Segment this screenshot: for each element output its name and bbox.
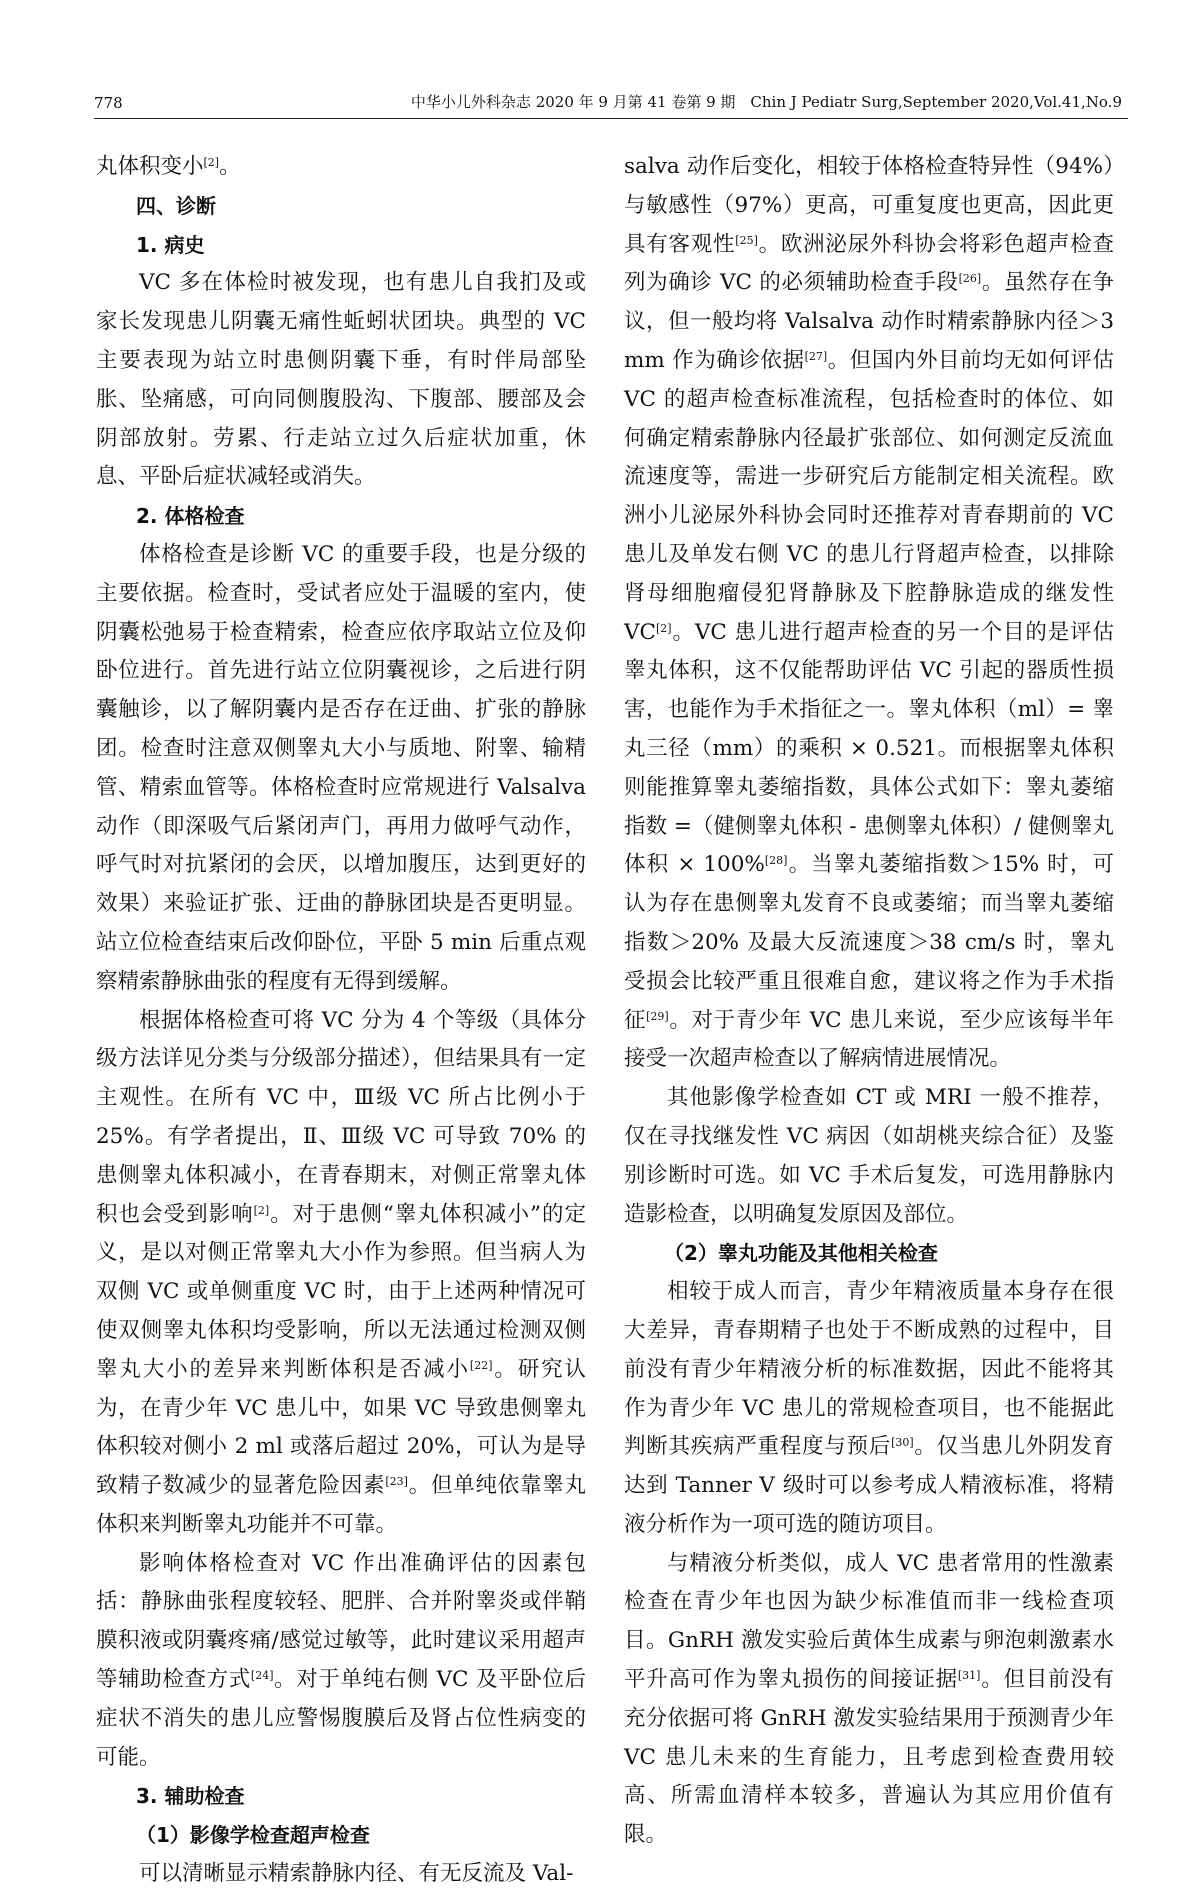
section-heading: 四、诊断 bbox=[136, 193, 216, 218]
paragraph: VC 多在体检时被发现，也有患儿自我扪及或家长发现患儿阴囊无痛性蚯蚓状团块。典型的 VC 主要表现为站立时患侧阴囊下垂，有时伴局部坠胀、坠痛感，可向同侧腹股沟、下腹部、腰部及会阴部放射。劳累、行走站立过久后症状加重，休息、平卧后症状减轻或消失。 bbox=[96, 270, 586, 490]
paragraph: 可以清晰显示精索静脉内径、有无反流及 Val- bbox=[139, 1861, 574, 1887]
citation: [2] bbox=[253, 1203, 270, 1217]
subsection-heading: （2）睾丸功能及其他相关检查 bbox=[664, 1241, 938, 1266]
paragraph: 与精液分析类似，成人 VC 患者常用的性激素检查在青少年也因为缺少标准值而非一线检查项目。GnRH 激发实验后黄体生成素与卵泡刺激素水平升高可作为睾丸损伤的间接证据[31]。但目前没有充分依据可将 GnRH 激发实验结果用于预测青少年 VC 患儿未来的生育能力，且考虑到检查费用较高、所需血清样本较多，普遍认为其应用价值有限。 bbox=[624, 1550, 1114, 1848]
running-title: 中华小儿外科杂志 2020 年 9 月第 41 卷第 9 期 Chin J Pediatr Surg,September 2020,Vol.41,No.9 bbox=[410, 93, 1122, 111]
paragraph: 丸体积变小[2]。 bbox=[96, 154, 241, 179]
citation: [31] bbox=[957, 1669, 981, 1683]
citation: [27] bbox=[804, 349, 828, 363]
paragraph: 根据体格检查可将 VC 分为 4 个等级（具体分级方法详见分类与分级部分描述），但结果具有一定主观性。在所有 VC 中，Ⅲ级 VC 所占比例小于 25%。有学者提出，Ⅱ、Ⅲ级 VC 可导致 70% 的患侧睾丸体积减小，在青春期末，对侧正常睾丸体积也会受到影响[2]。对于患侧“睾丸体积减小”的定义，是以对侧正常睾丸大小作为参照。但当病人为双侧 VC 或单侧重度 VC 时，由于上述两种情况可使双侧睾丸体积均受影响，所以无法通过检测双侧睾丸大小的差异来判断体积是否减小[22]。研究认为，在青少年 VC 患儿中，如果 VC 导致患侧睾丸体积较对侧小 2 ml 或落后超过 20%，可认为是导致精子数减少的显著危险因素[23]。但单纯依靠睾丸体积来判断睾丸功能并不可靠。 bbox=[96, 1007, 586, 1537]
left-column bbox=[96, 148, 586, 1894]
citation: [30] bbox=[891, 1436, 914, 1450]
subsection-heading: 3. 辅助检查 bbox=[136, 1784, 245, 1809]
citation: [28] bbox=[764, 854, 788, 868]
paragraph: 体格检查是诊断 VC 的重要手段，也是分级的主要依据。检查时，受试者应处于温暖的室内，使阴囊松弛易于检查精索，检查应依序取站立位及仰卧位进行。首先进行站立位阴囊视诊，之后进行阴囊触诊，以了解阴囊内是否存在迂曲、扩张的静脉团。检查时注意双侧睾丸大小与质地、附睾、输精管、精索血管等。体格检查时应常规进行 Valsalva 动作（即深吸气后紧闭声门，再用力做呼气动作，呼气时对抗紧闭的会厌，以增加腹压，达到更好的效果）来验证扩张、迂曲的静脉团块是否更明显。站立位检查结束后改仰卧位，平卧 5 min 后重点观察精索静脉曲张的程度有无得到缓解。 bbox=[96, 541, 586, 994]
subsection-heading: 2. 体格检查 bbox=[136, 504, 245, 529]
running-header bbox=[94, 88, 1128, 119]
citation: [2] bbox=[203, 156, 220, 169]
page-number: 778 bbox=[94, 94, 123, 112]
citation: [24] bbox=[250, 1669, 274, 1683]
paragraph: salva 动作后变化，相较于体格检查特异性（94%）与敏感性（97%）更高，可重复度也更高，因此更具有客观性[25]。欧洲泌尿外科协会将彩色超声检查列为确诊 VC 的必须辅助检查手段[26]。虽然存在争议，但一般均将 Valsalva 动作时精索静脉内径＞3 mm 作为确诊依据[27]。但国内外目前均无如何评估 VC 的超声检查标准流程，包括检查时的体位、如何确定精索静脉内径最扩张部位、如何测定反流血流速度等，需进一步研究后方能制定相关流程。欧洲小儿泌尿外科协会同时还推荐对青春期前的 VC 患儿及单发右侧 VC 的患儿行肾超声检查，以排除肾母细胞瘤侵犯肾静脉及下腔静脉造成的继发性 VC[2]。VC 患儿进行超声检查的另一个目的是评估睾丸体积，这不仅能帮助评估 VC 引起的器质性损害，也能作为手术指征之一。睾丸体积（ml）= 睾丸三径（mm）的乘积 × 0.521。而根据睾丸体积则能推算睾丸萎缩指数，具体公式如下：睾丸萎缩指数 =（健侧睾丸体积 - 患侧睾丸体积）/ 健侧睾丸体积 × 100%[28]。当睾丸萎缩指数＞15% 时，可认为存在患侧睾丸发育不良或萎缩；而当睾丸萎缩指数＞20% 及最大反流速度＞38 cm/s 时，睾丸受损会比较严重且很难自愈，建议将之作为手术指征[29]。对于青少年 VC 患儿来说，至少应该每半年接受一次超声检查以了解病情进展情况。 bbox=[624, 154, 1114, 1072]
citation: [26] bbox=[958, 272, 982, 286]
paragraph: 影响体格检查对 VC 作出准确评估的因素包括：静脉曲张程度较轻、肥胖、合并附睾炎或伴鞘膜积液或阴囊疼痛/感觉过敏等，此时建议采用超声等辅助检查方式[24]。对于单纯右侧 VC 及平卧位后症状不消失的患儿应警惕腹膜后及肾占位性病变的可能。 bbox=[96, 1550, 586, 1770]
citation: [25] bbox=[735, 233, 758, 247]
paragraph: 相较于成人而言，青少年精液质量本身存在很大差异，青春期精子也处于不断成熟的过程中，目前没有青少年精液分析的标准数据，因此不能将其作为青少年 VC 患儿的常规检查项目，也不能据此判断其疾病严重程度与预后[30]。仅当患儿外阴发育达到 Tanner Ⅴ 级时可以参考成人精液标准，将精液分析作为一项可选的随访项目。 bbox=[624, 1279, 1114, 1537]
paragraph: 其他影像学检查如 CT 或 MRI 一般不推荐，仅在寻找继发性 VC 病因（如胡桃夹综合征）及鉴别诊断时可选。如 VC 手术后复发，可选用静脉内造影检查，以明确复发原因及部位。 bbox=[624, 1085, 1114, 1227]
subsection-heading: （1）影像学检查超声检查 bbox=[136, 1823, 370, 1848]
subsection-heading: 1. 病史 bbox=[136, 232, 205, 257]
citation: [23] bbox=[385, 1475, 408, 1489]
citation: [2] bbox=[655, 621, 672, 635]
citation: [29] bbox=[646, 1009, 669, 1023]
citation: [22] bbox=[469, 1358, 493, 1372]
right-column bbox=[624, 148, 1114, 1855]
